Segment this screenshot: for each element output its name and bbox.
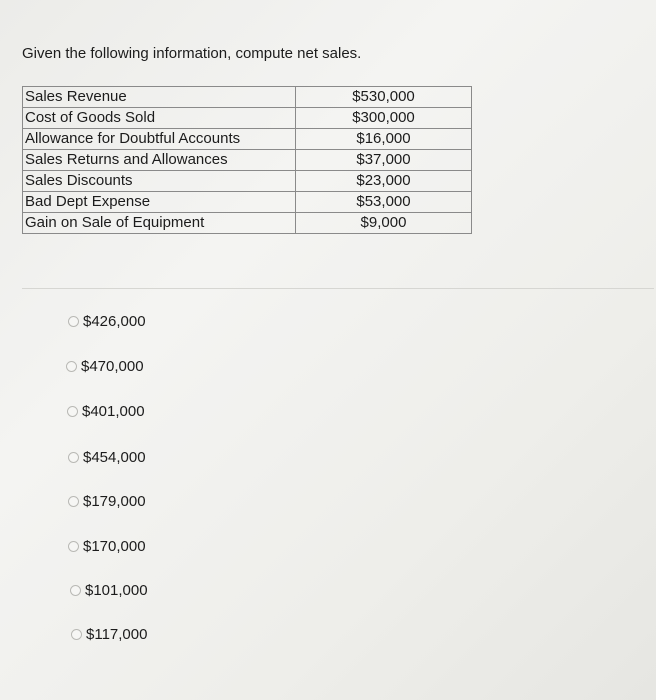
radio-button-icon[interactable]	[67, 406, 78, 417]
answer-option-6[interactable]	[68, 538, 146, 555]
option-label: $170,000	[83, 538, 146, 555]
row-value: $16,000	[296, 129, 472, 150]
radio-button-icon[interactable]	[68, 452, 79, 463]
info-table	[22, 86, 472, 234]
radio-button-icon[interactable]	[68, 541, 79, 552]
radio-button-icon[interactable]	[71, 629, 82, 640]
answer-option-5[interactable]	[68, 493, 146, 510]
answer-option-2[interactable]	[66, 358, 144, 375]
row-label: Gain on Sale of Equipment	[23, 213, 296, 234]
table-row	[23, 213, 472, 234]
row-label: Bad Dept Expense	[23, 192, 296, 213]
option-label: $117,000	[86, 626, 148, 643]
row-label: Allowance for Doubtful Accounts	[23, 129, 296, 150]
table-row	[23, 87, 472, 108]
radio-button-icon[interactable]	[68, 316, 79, 327]
option-label: $101,000	[85, 582, 148, 599]
row-label: Sales Revenue	[23, 87, 296, 108]
answer-option-3[interactable]	[67, 403, 145, 420]
row-value: $300,000	[296, 108, 472, 129]
option-label: $426,000	[83, 313, 146, 330]
row-value: $9,000	[296, 213, 472, 234]
answer-option-8[interactable]	[71, 626, 147, 643]
table-row	[23, 150, 472, 171]
option-label: $179,000	[83, 493, 146, 510]
row-value: $530,000	[296, 87, 472, 108]
row-label: Sales Returns and Allowances	[23, 150, 296, 171]
row-value: $23,000	[296, 171, 472, 192]
row-label: Cost of Goods Sold	[23, 108, 296, 129]
table-row	[23, 192, 472, 213]
option-label: $401,000	[82, 403, 145, 420]
table-row	[23, 129, 472, 150]
radio-button-icon[interactable]	[66, 361, 77, 372]
answer-option-7[interactable]	[70, 582, 148, 599]
radio-button-icon[interactable]	[70, 585, 81, 596]
table-row	[23, 171, 472, 192]
question-text: Given the following information, compute net sales.	[22, 45, 362, 62]
answer-option-4[interactable]	[68, 449, 146, 466]
answer-option-1[interactable]	[68, 313, 146, 330]
row-value: $37,000	[296, 150, 472, 171]
radio-button-icon[interactable]	[68, 496, 79, 507]
row-label: Sales Discounts	[23, 171, 296, 192]
table-row	[23, 108, 472, 129]
option-label: $470,000	[81, 358, 144, 375]
row-value: $53,000	[296, 192, 472, 213]
divider	[22, 288, 654, 289]
option-label: $454,000	[83, 449, 146, 466]
